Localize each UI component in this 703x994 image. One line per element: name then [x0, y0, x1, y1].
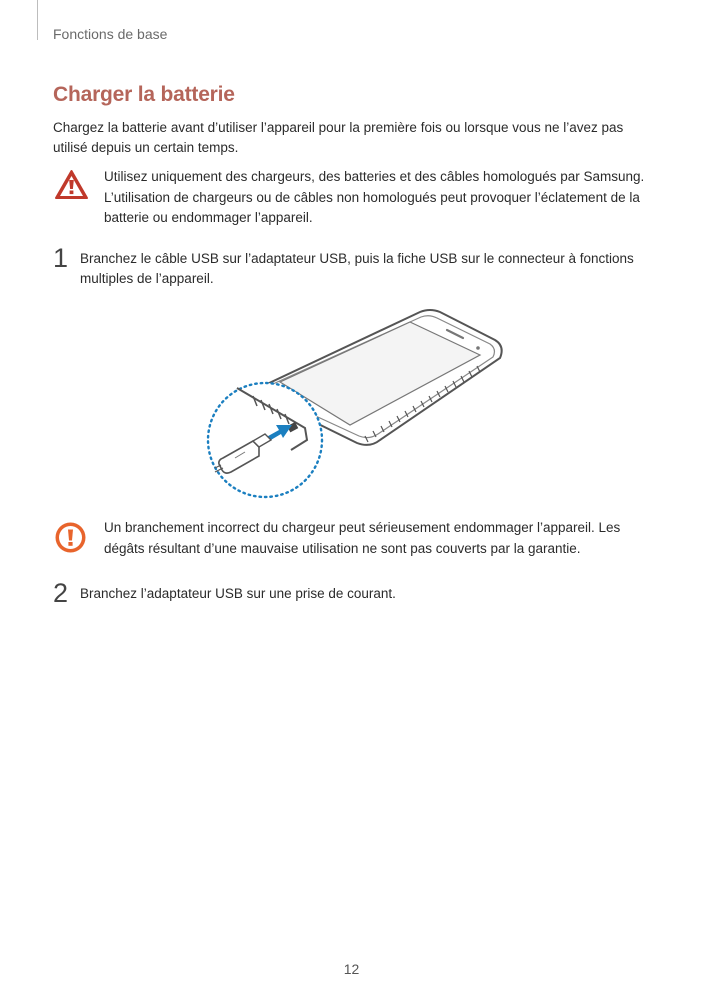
page-title: Charger la batterie: [53, 83, 235, 106]
step-number: 2: [53, 578, 69, 608]
step-text: Branchez le câble USB sur l’adaptateur USB, puis la fiche USB sur le connecteur à fonctions multiples de l’appareil.: [80, 251, 634, 286]
section-header: Fonctions de base: [53, 26, 168, 42]
step-number: 1: [53, 243, 69, 273]
usb-charging-illustration: [195, 300, 510, 505]
page-number: 12: [343, 961, 360, 977]
warning-triangle-icon: [54, 169, 89, 200]
warning-note: Utilisez uniquement des chargeurs, des batteries et des câbles homologués par Samsung. L’utilisation de chargeurs ou de câbles non homologués peut provoquer l’éclatement de la batterie ou endommager l’appareil.: [104, 169, 645, 225]
caution-circle-icon: [54, 521, 87, 554]
step-text: Branchez l’adaptateur USB sur une prise de courant.: [80, 586, 396, 601]
header-rule: [37, 0, 38, 40]
intro-paragraph: Chargez la batterie avant d’utiliser l’appareil pour la première fois ou lorsque vous ne l’avez pas utilisé depuis un certain temps.: [53, 120, 624, 155]
caution-note: Un branchement incorrect du chargeur peut sérieusement endommager l’appareil. Les dégâts résultant d’une mauvaise utilisation ne sont pas couverts par la garantie.: [104, 520, 621, 556]
